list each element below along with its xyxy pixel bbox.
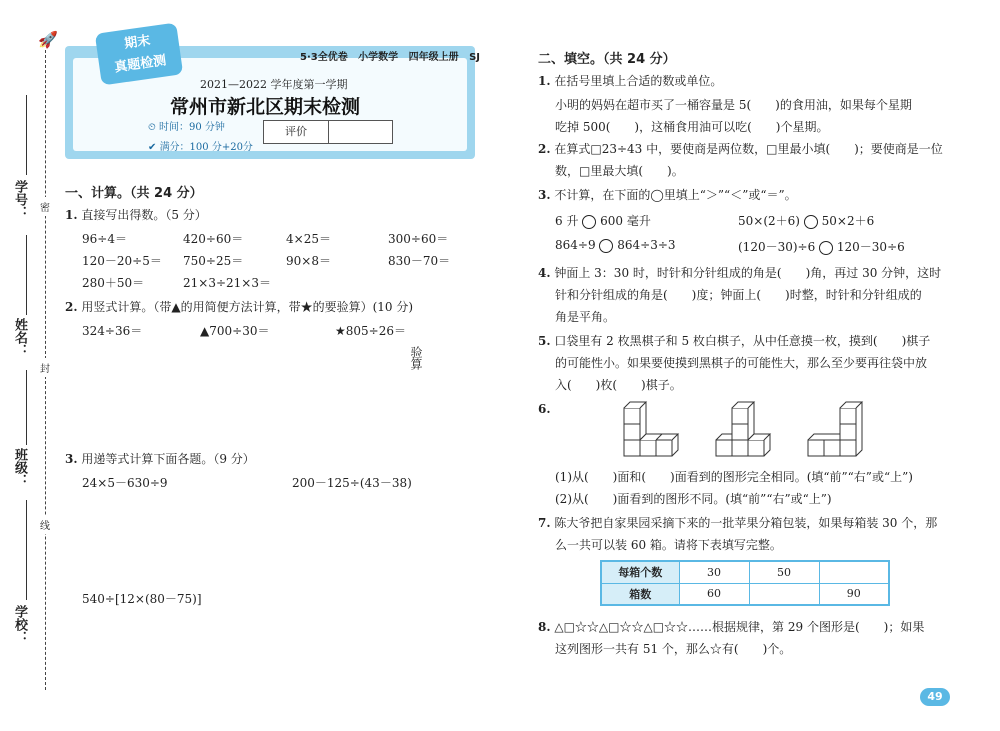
- s2-q3-b: 50×(2＋6) 50×2＋6: [738, 214, 875, 228]
- s2-q6-line2: (2)从( )面看到的图形不同。(填“前”“右”或“上”): [555, 492, 832, 506]
- s1-q1-r1c3: 4×25＝: [286, 232, 331, 246]
- s2-q3-heading: 3. 不计算，在下面的◯里填上“＞”“＜”或“＝”。: [538, 188, 797, 202]
- compare-circle[interactable]: [804, 215, 818, 229]
- s2-q7-line1: 7. 陈大爷把自家果园采摘下来的一批苹果分箱包装，如果每箱装 30 个，那: [538, 516, 938, 530]
- s1-q3-heading: 3. 用递等式计算下面各题。（9 分）: [65, 452, 255, 466]
- section1-title: 一、计算。（共 24 分）: [65, 186, 203, 201]
- compare-circle[interactable]: [819, 241, 833, 255]
- table-cell-blank[interactable]: [819, 561, 889, 583]
- compare-circle[interactable]: [599, 239, 613, 253]
- table-cell: 30: [679, 561, 749, 583]
- s2-q5-line2: 的可能性小。如果要使摸到黑棋子的可能性大，那么至少要再往袋中放: [555, 356, 928, 370]
- grade-name: 四年级上册: [408, 52, 459, 63]
- box-count-table: [600, 560, 890, 606]
- s2-q5-line3: 入( )枚( )棋子。: [555, 378, 682, 392]
- subject-name: 小学数学: [358, 52, 399, 63]
- s2-q4-line2: 针和分针组成的角是( )度；钟面上( )时整，时针和分针组成的: [555, 288, 922, 302]
- s2-q4-line1: 4. 钟面上 3：30 时，时针和分针组成的角是( )角，再过 30 分钟，这时: [538, 266, 942, 280]
- school-label: 学校：: [12, 605, 27, 644]
- table-row: [601, 583, 889, 605]
- table-cell-blank[interactable]: [749, 583, 819, 605]
- cube-figure-2: [716, 402, 770, 456]
- s1-q1-r3c1: 280＋50＝: [82, 276, 145, 290]
- table-cell: 50: [749, 561, 819, 583]
- table-row: [601, 561, 889, 583]
- exam-title: 常州市新北区期末检测: [170, 96, 361, 118]
- table-cell: 90: [819, 583, 889, 605]
- s2-q8-line2: 这列图形一共有 51 个，那么☆有( )个。: [555, 642, 792, 656]
- section2-title: 二、填空。（共 24 分）: [538, 52, 676, 67]
- rocket-icon: 🚀: [38, 30, 58, 49]
- edition-name: SJ: [469, 52, 481, 63]
- s2-q4-line3: 角是平角。: [555, 310, 616, 324]
- s2-q3-c: 864÷9 864÷3÷3: [555, 238, 676, 252]
- s1-q2-item1: 324÷36＝: [82, 324, 143, 338]
- rating-label: 评价: [264, 121, 329, 143]
- s2-q6-line1: (1)从( )面和( )面看到的图形完全相同。(填“前”“右”或“上”): [555, 470, 913, 484]
- time-limit: ⏲ 时间：90 分钟: [148, 122, 225, 133]
- cube-figure-1: [624, 402, 678, 456]
- s2-q1-line2: 吃掉 500( )，这桶食用油可以吃( )个星期。: [555, 120, 829, 134]
- school-year: 2021—2022 学年度第一学期: [200, 78, 348, 91]
- badge-line1: 期末: [123, 33, 152, 52]
- s1-q2-heading: 2. 用竖式计算。（带▲的用简便方法计算，带★的要验算）(10 分): [65, 300, 414, 314]
- s1-q2-item3: ★805÷26＝: [335, 324, 406, 338]
- name-line: [26, 235, 27, 315]
- seal-mark-1: 密: [40, 197, 50, 216]
- school-line: [26, 500, 27, 600]
- clock-icon: ⏲: [148, 122, 159, 133]
- page-number: 49: [920, 688, 950, 706]
- s2-q1-line1: 小明的妈妈在超市买了一桶容量是 5( )的食用油，如果每个星期: [555, 98, 912, 112]
- table-cell: 60: [679, 583, 749, 605]
- compare-circle[interactable]: [582, 215, 596, 229]
- s2-q8-line1: 8. △□☆☆△□☆☆△□☆☆……根据规律，第 29 个图形是( )；如果: [538, 620, 925, 634]
- s1-q1-r2c3: 90×8＝: [286, 254, 331, 268]
- s1-q3-item1: 24×5－630÷9: [82, 476, 168, 490]
- class-label: 班级：: [12, 448, 27, 487]
- badge-line2: 真题检测: [113, 53, 168, 76]
- s1-q1-r1c2: 420÷60＝: [183, 232, 244, 246]
- cube-figure-3: [808, 402, 862, 456]
- s2-q3-a: 6 升 600 毫升: [555, 214, 651, 228]
- s2-q2-line1: 2. 在算式□23÷43 中，要使商是两位数，□里最小填( )；要使商是一位: [538, 142, 943, 156]
- full-score: ✔ 满分：100 分+20分: [148, 142, 253, 153]
- s1-q3-item2: 200－125÷(43－38): [292, 476, 412, 490]
- s1-q2-item2: ▲700÷30＝: [200, 324, 270, 338]
- s2-q7-line2: 么一共可以装 60 箱。请将下表填写完整。: [555, 538, 782, 552]
- table-header-per-box: 每箱个数: [601, 561, 679, 583]
- cube-figures: [618, 398, 893, 460]
- rating-box: [263, 120, 393, 144]
- seal-mark-2: 封: [40, 358, 50, 377]
- s2-q2-line2: 数，□里最大填( )。: [555, 164, 684, 178]
- seal-mark-3: 线: [40, 515, 50, 534]
- s2-q6-num: 6.: [538, 402, 551, 416]
- name-label: 姓名：: [12, 318, 27, 357]
- check-icon: ✔: [148, 142, 160, 153]
- series-name: 5·3全优卷: [300, 52, 348, 63]
- s2-q3-d: (120－30)÷6 120－30÷6: [738, 240, 905, 254]
- class-line: [26, 370, 27, 445]
- s1-q1-r1c1: 96÷4＝: [82, 232, 127, 246]
- table-header-boxes: 箱数: [601, 583, 679, 605]
- series-info: [300, 48, 480, 63]
- s1-q1-r2c2: 750÷25＝: [183, 254, 244, 268]
- s1-q1-r1c4: 300÷60＝: [388, 232, 449, 246]
- s2-q1-heading: 1. 在括号里填上合适的数或单位。: [538, 74, 723, 88]
- s2-q5-line1: 5. 口袋里有 2 枚黑棋子和 5 枚白棋子，从中任意摸一枚，摸到( )棋子: [538, 334, 931, 348]
- s1-q1-r2c1: 120－20÷5＝: [82, 254, 162, 268]
- s1-q1-r3c2: 21×3÷21×3＝: [183, 276, 271, 290]
- s1-q2-check-label: 验算: [409, 346, 423, 370]
- s1-q1-heading: 1. 直接写出得数。（5 分）: [65, 208, 207, 222]
- s1-q3-item3: 540÷[12×(80－75)]: [82, 592, 202, 606]
- student-no-line: [26, 95, 27, 175]
- s1-q1-r2c4: 830－70＝: [388, 254, 451, 268]
- student-no-label: 学号：: [12, 180, 27, 219]
